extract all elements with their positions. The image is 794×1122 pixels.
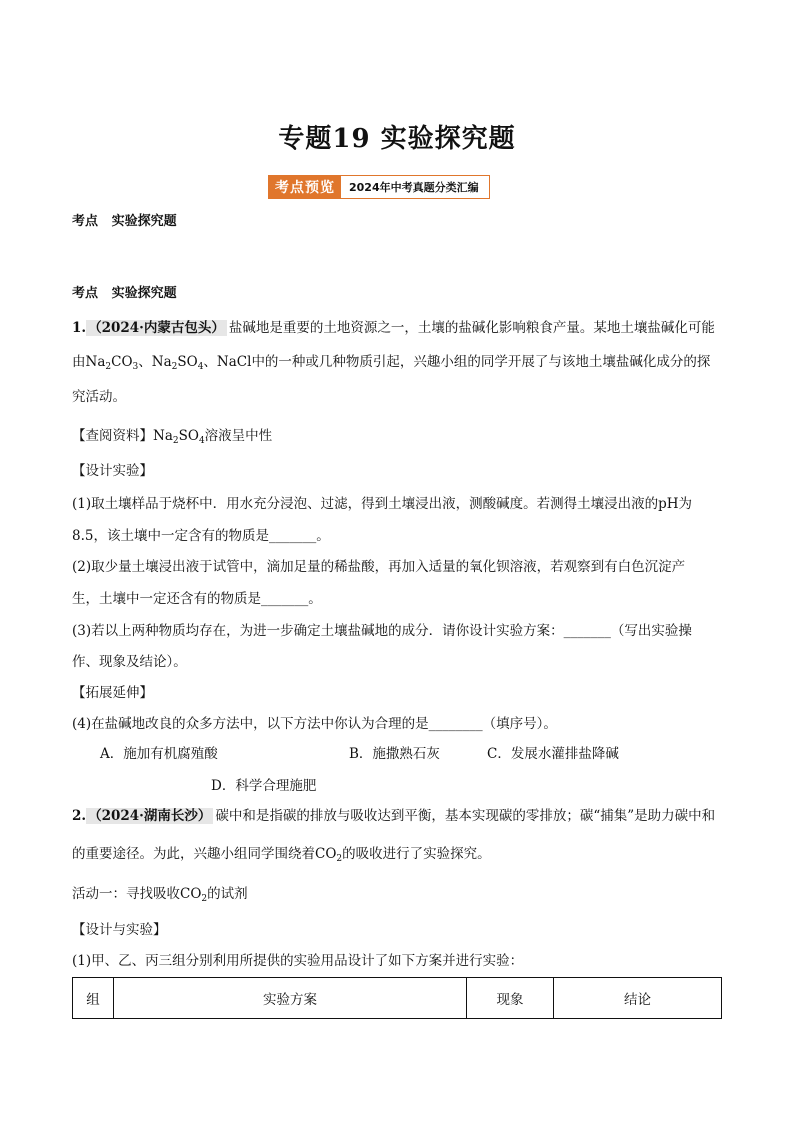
q1-number: 1. bbox=[72, 320, 87, 336]
page-title: 专题19 实验探究题 bbox=[278, 124, 516, 154]
topic-preview-badge bbox=[268, 175, 490, 199]
table-header-group: 组 bbox=[73, 978, 114, 1019]
section-heading bbox=[72, 284, 177, 304]
q1-option-a: A．施加有机腐殖酸 bbox=[100, 746, 218, 762]
section-kaodian-title: 实验探究题 bbox=[111, 286, 177, 301]
formula-co2-activity: $CO_2$ bbox=[180, 886, 208, 904]
overview-heading bbox=[72, 212, 177, 232]
q1-part4: (4)在盐碱地改良的众多方法中，以下方法中你认为合理的是________（填序号）。 bbox=[72, 716, 557, 732]
q1-line-1 bbox=[72, 318, 715, 338]
table-header-row bbox=[73, 978, 722, 1019]
q1-line2-prefix: 由 bbox=[72, 354, 86, 370]
q1-part2-line2: 生，土壤中一定还含有的物质是_______。 bbox=[72, 591, 322, 607]
q1-line2-rest: 中的一种或几种物质引起，兴趣小组的同学开展了与该地土壤盐碱化成分的探 bbox=[251, 354, 711, 370]
q1-stem-text: 盐碱地是重要的土地资源之一，土壤的盐碱化影响粮食产量。某地土壤盐碱化可能 bbox=[228, 320, 715, 336]
table-header-conclusion: 结论 bbox=[554, 978, 722, 1019]
q2-number: 2. bbox=[72, 808, 87, 824]
reference-label: 【查阅资料】 bbox=[72, 428, 153, 444]
q1-line-3: 究活动。 bbox=[72, 389, 126, 405]
section-kaodian-label: 考点 bbox=[72, 286, 99, 301]
overview-kaodian-label: 考点 bbox=[72, 214, 99, 229]
q2-stem-text: 碳中和是指碳的排放与吸收达到平衡，基本实现碳的零排放；碳“捕集”是助力碳中和 bbox=[215, 808, 716, 824]
q1-line-2: 由$Na_2CO_3$、$Na_2SO_4$、NaCl中的一种或几种物质引起，兴趣小组的同学开展了与该地土壤盐碱化成分的探 bbox=[72, 354, 711, 372]
formula-co2: $CO_2$ bbox=[315, 846, 343, 864]
q1-part1-line2: 8.5，该土壤中一定含有的物质是_______。 bbox=[72, 528, 330, 544]
reference-text: 溶液呈中性 bbox=[204, 428, 273, 444]
table-header-plan: 实验方案 bbox=[114, 978, 467, 1019]
q2-source: （2024·湖南长沙） bbox=[88, 808, 212, 824]
q1-extension-label: 【拓展延伸】 bbox=[72, 685, 153, 701]
q1-design-label: 【设计实验】 bbox=[72, 463, 153, 479]
q1-part3-line1: (3)若以上两种物质均存在，为进一步确定土壤盐碱地的成分．请你设计实验方案：_______（写出实验操 bbox=[72, 623, 692, 639]
q1-part3-line2: 作、现象及结论）。 bbox=[72, 654, 187, 670]
q1-option-b: B．施撒熟石灰 bbox=[349, 746, 440, 762]
table-header-phenomenon: 现象 bbox=[467, 978, 554, 1019]
badge-label: 考点预览 bbox=[269, 176, 341, 198]
q2-line-2: 的重要途径。为此，兴趣小组同学围绕着$CO_2$的吸收进行了实验探究。 bbox=[72, 846, 491, 864]
q1-part1-line1: (1)取土壤样品于烧杯中．用水充分浸泡、过滤，得到土壤浸出液，测酸碱度。若测得土壤浸出液的pH为 bbox=[72, 496, 693, 512]
formula-na2co3: $Na_2CO_3$ bbox=[85, 354, 139, 372]
q2-design-label: 【设计与实验】 bbox=[72, 922, 167, 938]
q1-option-c: C．发展水灌排盐降碱 bbox=[487, 746, 619, 762]
q2-part1: (1)甲、乙、丙三组分别利用所提供的实验用品设计了如下方案并进行实验： bbox=[72, 953, 524, 969]
q2-line-1 bbox=[72, 806, 715, 826]
q2-activity-one: 活动一：寻找吸收$CO_2$的试剂 bbox=[72, 886, 248, 904]
q1-part2-line1: (2)取少量土壤浸出液于试管中，滴加足量的稀盐酸，再加入适量的氧化钡溶液，若观察到有白色沉淀产 bbox=[72, 559, 686, 575]
q1-source: （2024·内蒙古包头） bbox=[88, 320, 225, 336]
formula-na2so4-ref: $Na_2SO_4$ bbox=[153, 428, 205, 446]
formula-nacl: NaCl bbox=[216, 354, 252, 370]
q1-option-d: D．科学合理施肥 bbox=[211, 778, 317, 794]
formula-na2so4: $Na_2SO_4$ bbox=[151, 354, 204, 372]
q1-reference bbox=[72, 426, 272, 446]
overview-kaodian-title: 实验探究题 bbox=[111, 214, 177, 229]
badge-text: 2024年中考真题分类汇编 bbox=[341, 176, 489, 198]
experiment-plan-table bbox=[72, 977, 722, 1019]
